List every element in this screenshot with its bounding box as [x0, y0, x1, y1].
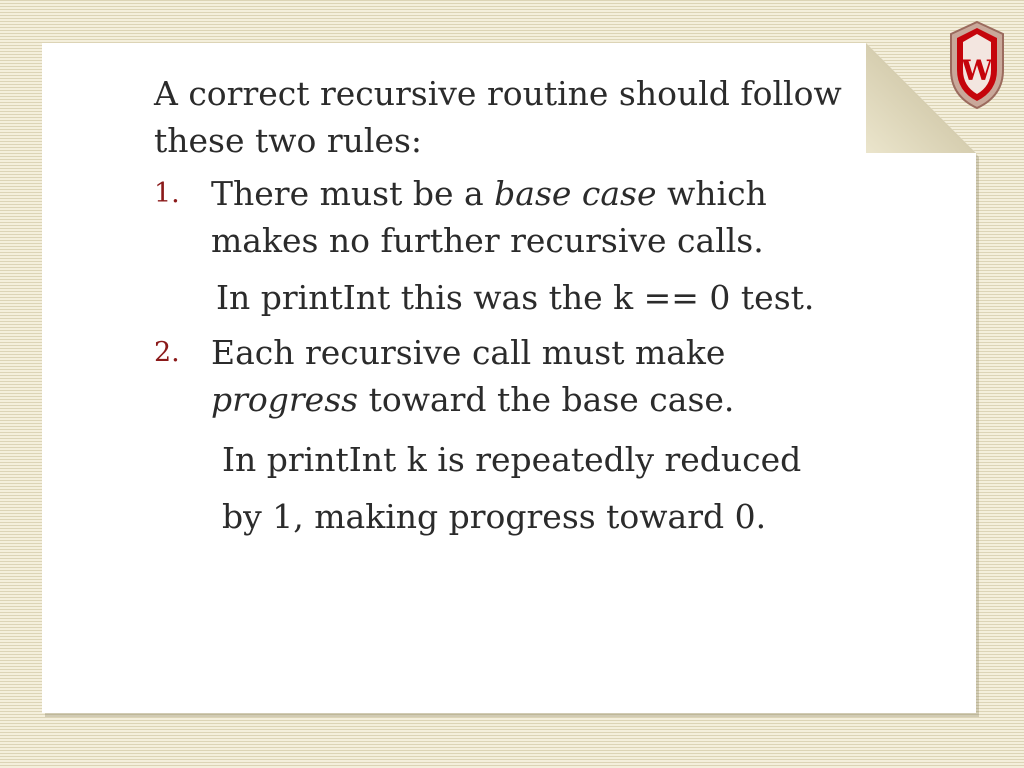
rule-1 [154, 170, 874, 264]
rule-2-text [211, 329, 874, 423]
rule-1-emphasis: base case [494, 174, 657, 213]
intro-text: A correct recursive routine should follow these two rules: [154, 74, 842, 160]
rule-2-text-after: toward the base case. [368, 380, 735, 419]
rule-2-number: 2. [154, 337, 180, 368]
rule-2-note [222, 431, 874, 545]
rule-1-text [211, 170, 874, 264]
slide-content [154, 70, 874, 545]
rule-2 [154, 329, 874, 423]
rule-1-number: 1. [154, 178, 180, 209]
rule-1-text-before: There must be a [211, 174, 484, 213]
rule-2-note-line-2: by 1, making progress toward 0. [222, 497, 767, 536]
rule-1-text-after: which makes no further recursive calls. [211, 174, 767, 260]
rule-2-note-line-1: In printInt k is repeatedly reduced [222, 440, 802, 479]
rule-1-note: In printInt this was the k == 0 test. [216, 278, 815, 317]
crest-letter: W [961, 54, 993, 87]
rule-2-text-before: Each recursive call must make [211, 333, 726, 372]
rule-2-emphasis: progress [211, 380, 359, 419]
university-crest-logo [945, 18, 1009, 112]
